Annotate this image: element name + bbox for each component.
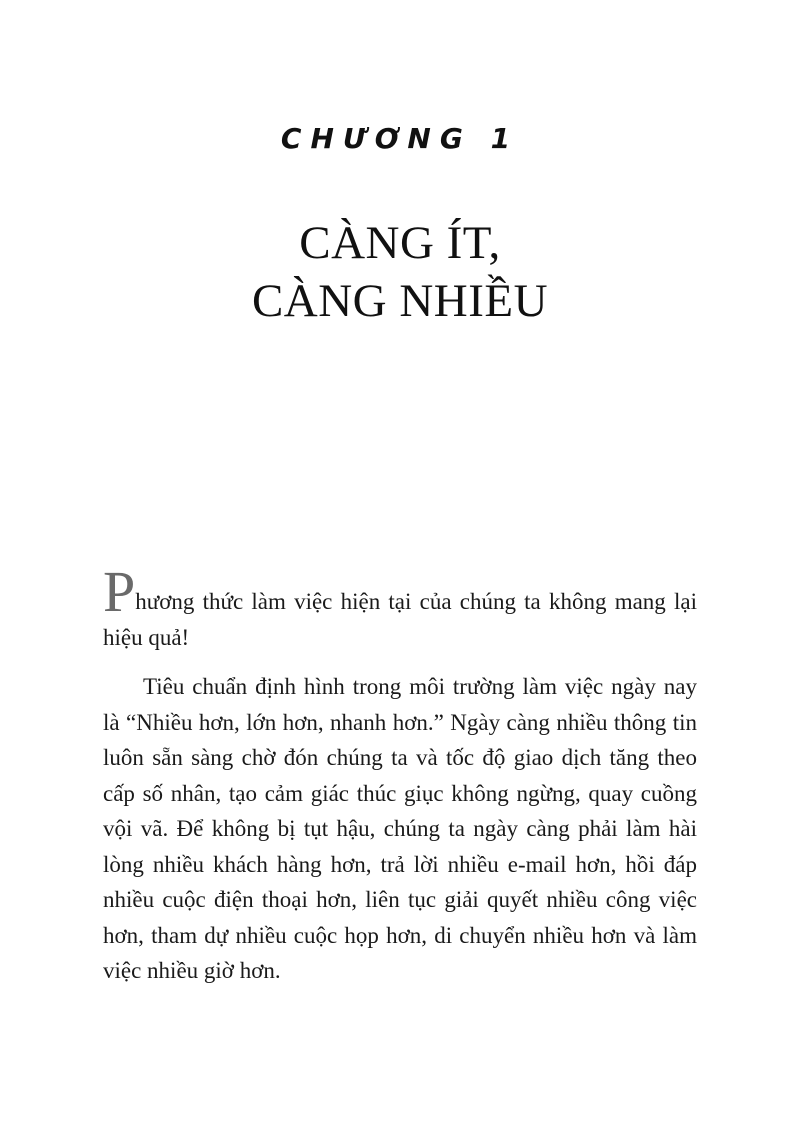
paragraph-2: Tiêu chuẩn định hình trong môi trường làm việc ngày nay là “Nhiều hơn, lớn hơn, nhanh hơn.” Ngày càng nhiều thông tin luôn sẵn sàng chờ đón chúng ta và tốc độ giao dịch tăng theo cấp số nhân, tạo cảm giác thúc giục không ngừng, quay cuồng vội vã. Để không bị tụt hậu, chúng ta ngày càng phải làm hài lòng nhiều khách hàng hơn, trả lời nhiều e-mail hơn, hồi đáp nhiều cuộc điện thoại hơn, liên tục giải quyết nhiều công việc hơn, tham dự nhiều cuộc họp hơn, di chuyển nhiều hơn và làm việc nhiều giờ hơn.: [103, 674, 697, 983]
chapter-title: [0, 214, 800, 330]
chapter-title-line-1: CÀNG ÍT,: [299, 217, 501, 269]
body-text: [103, 559, 697, 989]
drop-cap: P: [103, 559, 136, 624]
chapter-label: CHƯƠNG 1: [280, 122, 520, 155]
chapter-title-line-2: CÀNG NHIỀU: [251, 275, 549, 327]
paragraph-1: [103, 559, 697, 655]
paragraph-1-text: hương thức làm việc hiện tại của chúng ta không mang lại hiệu quả!: [103, 589, 697, 650]
